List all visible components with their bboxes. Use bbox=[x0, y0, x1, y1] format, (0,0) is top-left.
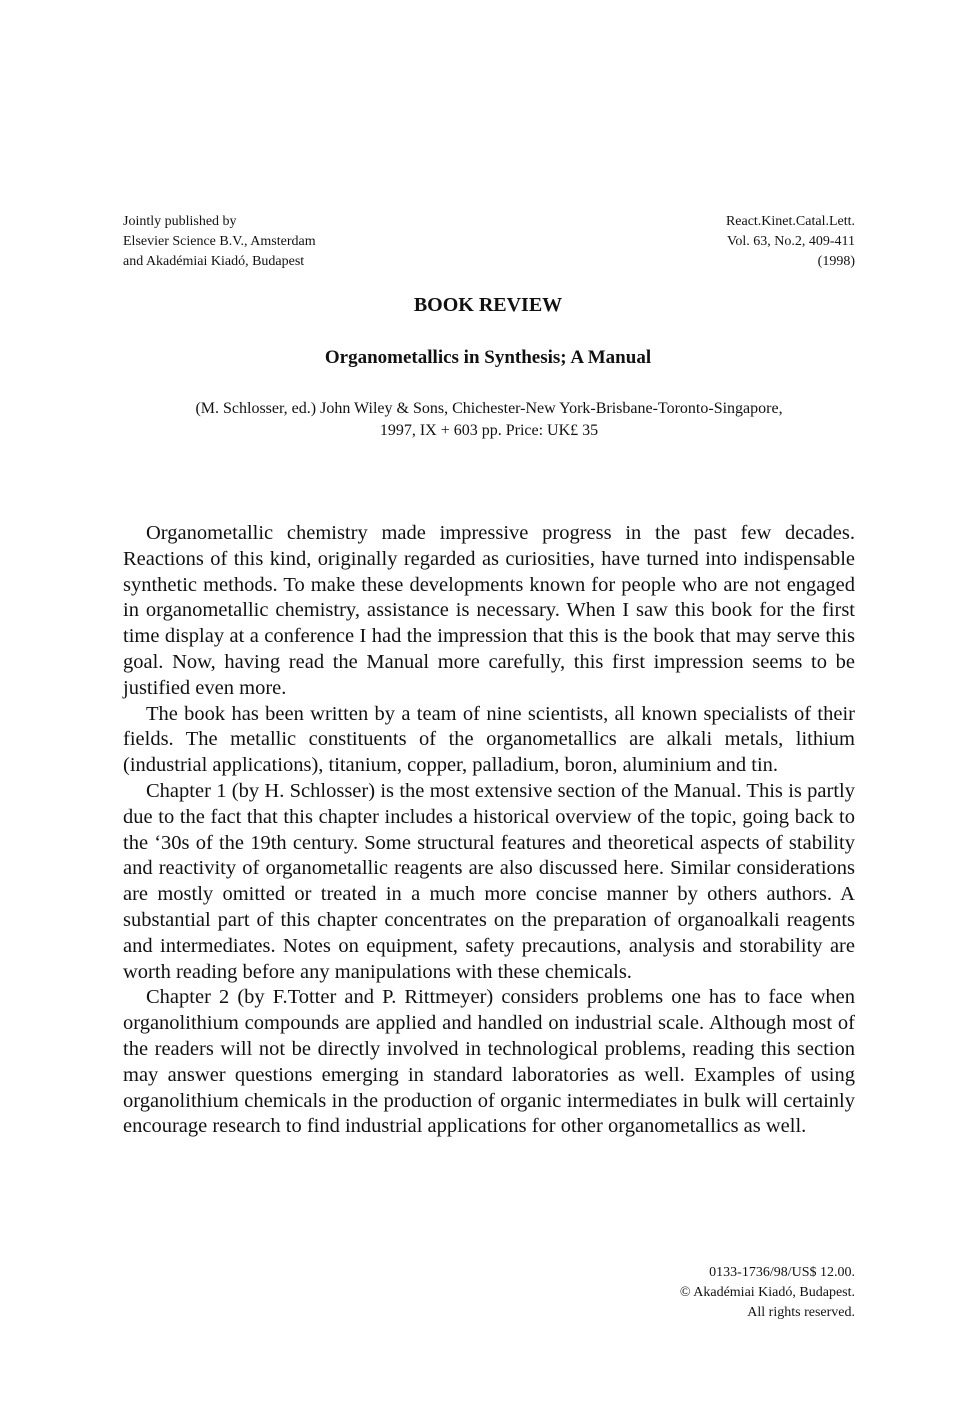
book-title: Organometallics in Synthesis; A Manual bbox=[324, 347, 652, 368]
section-heading: BOOK REVIEW bbox=[413, 294, 563, 316]
review-paragraph: The book has been written by a team of nine scientists, all known specialists of their fields. The metallic constituents of the organometallics are alkali metals, lithium (industrial applications), titanium, copper, palladium, boron, aluminium and tin. bbox=[123, 702, 855, 777]
issn-price: 0133-1736/98/US$ 12.00. bbox=[709, 1265, 855, 1280]
review-paragraph: Organometallic chemistry made impressive progress in the past few decades. Reactions of this kind, originally regarded as curiosities, have turned into indispensable synthetic methods. To make these developments known for people who are not engaged in organometallic chemistry, assistance is necessary. When I saw this book for the first time display at a conference I had the impression that this is the book that may serve this goal. Now, having read the Manual more carefully, this first impression seems to be justified even more. bbox=[123, 522, 855, 699]
publisher-line: and Akadémiai Kiadó, Budapest bbox=[123, 254, 305, 269]
review-paragraph: Chapter 2 (by F.Totter and P. Rittmeyer) considers problems one has to face when organolithium compounds are applied and handled on industrial scale. Although most of the readers will not be directly involved in technological problems, reading this section may answer questions emerging in standard laboratories as well. Examples of using organolithium chemicals in the production of organic intermediates in bulk will certainly encourage research to find industrial applications for other organometallics as well. bbox=[123, 986, 855, 1138]
copyright-footer bbox=[680, 1263, 855, 1323]
publisher-info bbox=[123, 212, 316, 272]
publisher-line: Elsevier Science B.V., Amsterdam bbox=[123, 234, 316, 249]
review-body bbox=[123, 521, 855, 1140]
rights-statement: All rights reserved. bbox=[747, 1305, 855, 1320]
book-info-line: 1997, IX + 603 pp. Price: UK£ 35 bbox=[379, 422, 599, 439]
journal-year: (1998) bbox=[817, 254, 855, 269]
copyright-holder: © Akadémiai Kiadó, Budapest. bbox=[679, 1285, 855, 1300]
review-paragraph: Chapter 1 (by H. Schlosser) is the most extensive section of the Manual. This is partly due to the fact that this chapter includes a historical overview of the topic, going back to the ‘30s of the 19th century. Some structural features and theoretical aspects of stability and reactivity of organometallic reagents are also discussed here. Similar considerations are mostly omitted or treated in a much more concise manner by others authors. A substantial part of this chapter concentrates on the preparation of organoalkali reagents and intermediates. Notes on equipment, safety precautions, analysis and storability are worth reading before any manipulations with these chemicals. bbox=[123, 779, 855, 983]
journal-volume: Vol. 63, No.2, 409-411 bbox=[727, 234, 855, 249]
page-header bbox=[123, 212, 855, 272]
book-publication-info bbox=[123, 398, 855, 442]
book-info-line: (M. Schlosser, ed.) John Wiley & Sons, Chichester-New York-Brisbane-Toronto-Singapore, bbox=[195, 400, 783, 417]
journal-citation bbox=[726, 212, 855, 272]
journal-name: React.Kinet.Catal.Lett. bbox=[725, 214, 855, 229]
publisher-line: Jointly published by bbox=[123, 214, 237, 229]
